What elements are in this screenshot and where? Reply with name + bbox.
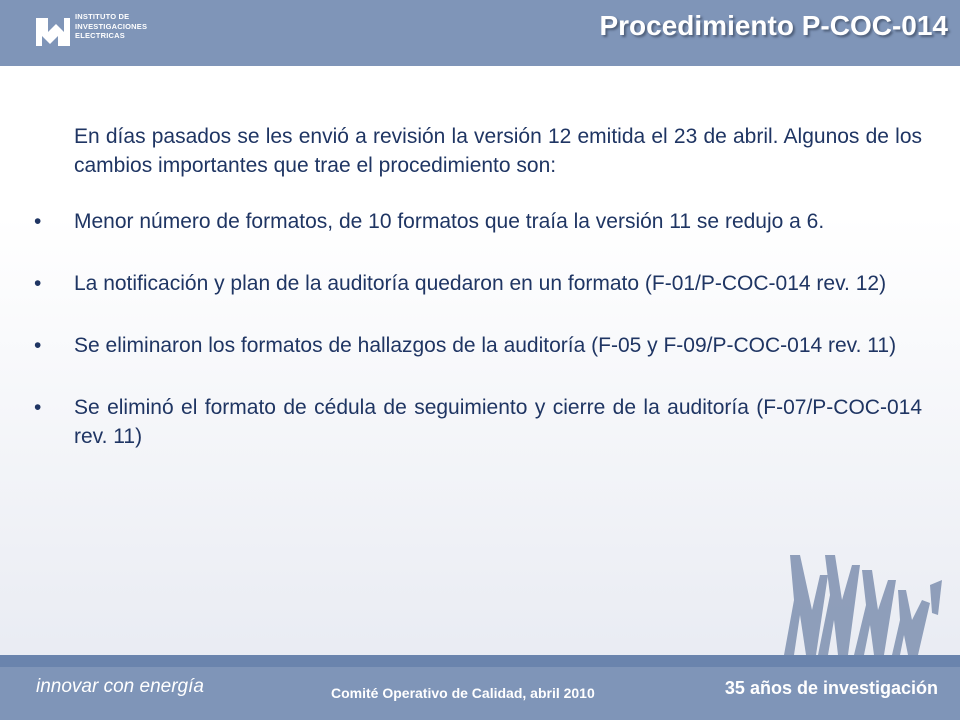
- bullet-symbol: •: [34, 210, 42, 233]
- bullet-text: Se eliminó el formato de cédula de seguimiento y cierre de la auditoría (F-07/P-COC-014 rev. 11): [74, 396, 922, 448]
- slogan-left: innovar con energía: [36, 676, 204, 697]
- bullet-text: Menor número de formatos, de 10 formatos que traía la versión 11 se redujo a 6.: [74, 210, 825, 233]
- header-bar: [0, 0, 960, 66]
- bullet-item-1: [34, 207, 922, 236]
- footer-caption: Comité Operativo de Calidad, abril 2010: [331, 685, 595, 701]
- bullet-item-2: [34, 269, 922, 298]
- footer-band: [0, 655, 960, 667]
- intro-paragraph: En días pasados se les envió a revisión la versión 12 emitida el 23 de abril. Algunos de los cambios importantes que trae el procedimiento son:: [74, 125, 922, 177]
- celebrating-people-figures-icon: [780, 555, 945, 660]
- slogan-right: 35 años de investigación: [724, 678, 938, 698]
- logo-line-3: ELECTRICAS: [75, 31, 125, 40]
- bullet-symbol: •: [34, 334, 42, 357]
- logo-text: [75, 12, 147, 41]
- bullet-symbol: •: [34, 272, 42, 295]
- bullet-item-3: [34, 331, 922, 360]
- bullet-item-4: [34, 393, 922, 451]
- slide-title: Procedimiento P-COC-014: [599, 10, 948, 41]
- bullet-text: Se eliminaron los formatos de hallazgos de la auditoría (F-05 y F-09/P-COC-014 rev. 11): [74, 334, 897, 357]
- slide-body: [34, 122, 922, 484]
- bullet-symbol: •: [34, 396, 42, 419]
- logo-line-1: INSTITUTO DE: [75, 12, 130, 21]
- logo-line-2: INVESTIGACIONES: [75, 21, 148, 31]
- bullet-text: La notificación y plan de la auditoría quedaron en un formato (F-01/P-COC-014 rev. 12): [74, 272, 887, 295]
